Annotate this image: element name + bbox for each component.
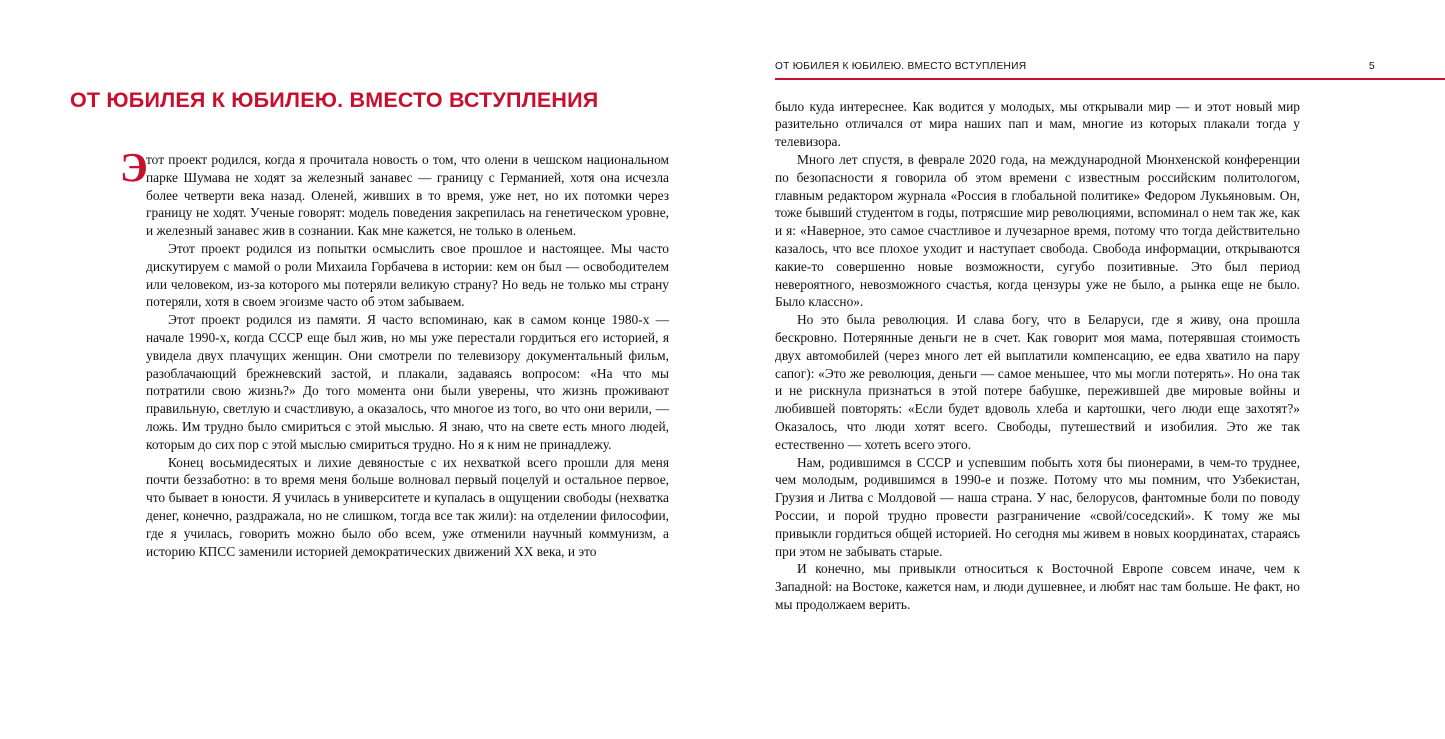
running-head [775,60,1375,78]
page-number: 5 [1368,60,1375,72]
paragraph: Этот проект родился из памяти. Я часто вспоминаю, как в самом конце 1980-х — начале 1990-х, когда СССР еще был жив, но мы уже перестали гордиться его историей, я увидела двух плачущих женщин. Они смотрели по телевизору документальный фильм, разоблачающий брежневский застой, и плакали, задаваясь вопросом: «На что мы потратили свою жизнь?» До того момента они были уверены, что жизнь проживают правильную, светлую и счастливую, а оказалось, что многое из того, во что они верили, — ложь. Им трудно было смириться с этой мыслью. Я знаю, что на свете есть много людей, которым до сих пор с этой мыслью смириться трудно. Но я к ним не принадлежу. [146,312,669,452]
dropcap-paragraph-wrapper [120,144,669,240]
page-title: ОТ ЮБИЛЕЯ К ЮБИЛЕЮ. ВМЕСТО ВСТУПЛЕНИЯ [70,88,599,112]
paragraph: Но это была революция. И слава богу, что в Беларуси, где я живу, она прошла бескровно. Потерянные деньги не в счет. Как говорит моя мама, потерявшая стоимость двух автомобилей (через много лет ей выплатили компенсацию, ее едва хватило на пару сапог): «Это же революция, деньги — самое меньшее, что мы могли потерять». Но она так и не рискнула признаться в этой потере бабушке, пережившей две мировые войны и любившей повторять: «Если будет вдоволь хлеба и картошки, чего люди еще захотят?» Оказалось, что люди хотят всего. Свободы, путешествий и изобилия. Это же так естественно — хотеть всего этого. [775,312,1300,452]
drop-cap-letter: Э [120,144,148,190]
paragraph: Много лет спустя, в феврале 2020 года, на международной Мюнхенской конференции по безопасности я говорила об этом времени с известным российским политологом, главным редактором журнала «Россия в глобальной политике» Федором Лукьяновым. Он, тоже бывший студентом в годы, потрясшие мир революциями, вспоминал о нем так же, как и я: «Наверное, это самое счастливое и лучезарное время, потому что тогда действительно казалось, что все плохое уходит и наступает свобода. Свобода информации, открываются какие-то совершенно новые возможности, сугубо позитивные. Это был период невероятного, невозможного счастья, когда цензуры уже не было, а рынка еще не было. Было классно». [775,151,1300,310]
right-column [775,60,1375,614]
left-column [70,88,690,560]
running-head-title: ОТ ЮБИЛЕЯ К ЮБИЛЕЮ. ВМЕСТО ВСТУПЛЕНИЯ [775,61,1027,72]
paragraph: И конечно, мы привыкли относиться к Восточной Европе совсем иначе, чем к Западной: на Востоке, кажется нам, и люди душевнее, и любят нас там больше. Не факт, но мы продолжаем верить. [775,561,1300,612]
header-rule [775,78,1445,80]
paragraph: Конец восьмидесятых и лихие девяностые с их нехваткой всего прошли для меня почти беззаботно: в то время меня больше волновал первый поцелуй и остальное первое, что бывает в юности. Я училась в университете и купалась в ощущении свободы (нехватка денег, конечно, раздражала, но не слишком, тогда все так жили): на отделении философии, где я училась, говорить можно было обо всем, уже отменили научный коммунизм, а историю КПСС заменили историей демократических движений ХХ века, и это [146,454,669,559]
left-body-text [120,144,669,560]
paragraph: тот проект родился, когда я прочитала новость о том, что олени в чешском национальном парке Шумава не ходят за железный занавес — границу с Германией, хотя она исчезла более четверти века назад. Оленей, живших в то время, уже нет, но их потомки через границу не ходят. Ученые говорят: модель поведения закрепилась на генетическом уровне, и железный занавес жив в сознании. Как мне кажется, не только в оленьем. [146,152,669,239]
paragraph: Этот проект родился из попытки осмыслить свое прошлое и настоящее. Мы часто дискутируем с мамой о роли Михаила Горбачева в истории: кем он был — освободителем или человеком, из-за которого мы потеряли великую страну? Но ведь не только мы страну потеряли, хотя в своем эгоизме часто об этом забываем. [146,240,669,310]
paragraph: Нам, родившимся в СССР и успевшим побыть хотя бы пионерами, в чем-то труднее, чем молодым, родившимся в 1990-е и позже. Потому что мы помним, что Узбекистан, Грузия и Литва с Молдовой — наша страна. У нас, белорусов, фантомные боли по поводу России, и порой трудно провести разграничение «свой/соседский». К тому же мы привыкли гордиться общей историей. Но сегодня мы живем в новых координатах, стараясь при этом не забывать старые. [775,454,1300,559]
paragraph: было куда интереснее. Как водится у молодых, мы открывали мир — и этот новый мир разительно отличался от мира наших пап и мам, многие из которых плакали тогда у телевизора. [775,98,1300,150]
right-body-text [775,98,1300,614]
